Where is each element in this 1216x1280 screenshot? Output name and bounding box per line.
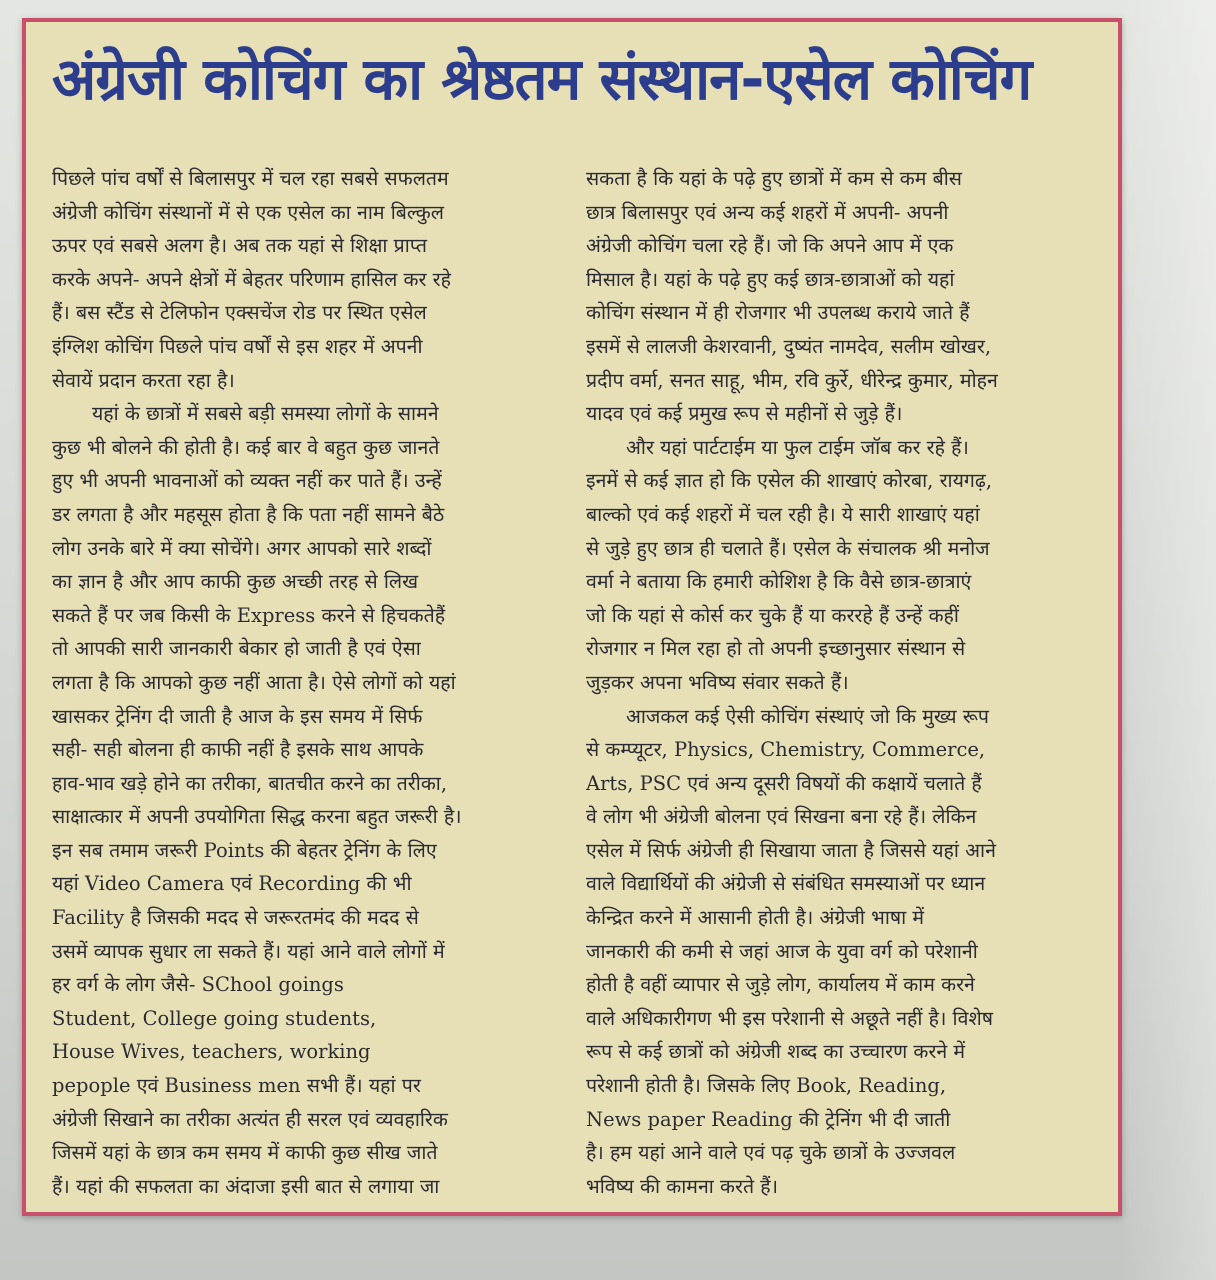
text-line: है। हम यहां आने वाले एवं पढ़ चुके छात्रों के उज्जवल: [586, 1141, 956, 1165]
text-line: वर्मा ने बताया कि हमारी कोशिश है कि वैसे छात्र-छात्राएं: [586, 570, 972, 594]
text-line: हैं। बस स्टैंड से टेलिफोन एक्सचेंज रोड पर स्थित एसेल: [52, 301, 427, 325]
text-line: उसमें व्यापक सुधार ला सकते हैं। यहां आने वाले लोगों में: [52, 939, 445, 963]
text-line: House Wives, teachers, working: [52, 1040, 371, 1064]
text-line: का ज्ञान है और आप काफी कुछ अच्छी तरह से लिख: [52, 570, 419, 594]
newspaper-clipping: [22, 18, 1122, 1216]
text-line: Student, College going students,: [52, 1006, 377, 1030]
text-line: होती है वहीं व्यापार से जुड़े लोग, कार्यालय में काम करने: [586, 973, 975, 997]
text-line: तो आपकी सारी जानकारी बेकार हो जाती है एवं ऐसा: [52, 637, 421, 661]
text-line: पिछले पांच वर्षों से बिलासपुर में चल रहा सबसे सफलतम: [52, 167, 449, 190]
headline: अंग्रेजी कोचिंग का श्रेष्ठतम संस्थान-एसेल कोचिंग: [52, 46, 1032, 113]
right-column: [586, 162, 1106, 1203]
text-line: हुए भी अपनी भावनाओं को व्यक्त नहीं कर पाते हैं। उन्हें: [52, 469, 442, 493]
text-line: ऊपर एवं सबसे अलग है। अब तक यहां से शिक्षा प्राप्त: [52, 234, 427, 258]
text-line: बाल्को एवं कई शहरों में चल रही है। ये सारी शाखाएं यहां: [586, 502, 980, 526]
text-line: वे लोग भी अंग्रेजी बोलना एवं सिखना बना रहे हैं। लेकिन: [586, 805, 977, 829]
text-line: रूप से कई छात्रों को अंग्रेजी शब्द का उच्चारण करने में: [586, 1040, 966, 1064]
text-line: अंग्रेजी सिखाने का तरीका अत्यंत ही सरल एवं व्यवहारिक: [52, 1107, 448, 1131]
text-line: अंग्रेजी कोचिंग चला रहे हैं। जो कि अपने आप में एक: [586, 234, 954, 258]
text-line: लगता है कि आपको कुछ नहीं आता है। ऐसे लोगों को यहां: [52, 670, 456, 694]
text-line: Arts, PSC एवं अन्य दूसरी विषयों की कक्षायें चलाते हैं: [586, 771, 982, 795]
text-line: सकते हैं पर जब किसी के Express करने से हिचकतेहैं: [52, 603, 446, 627]
light-glare: [1121, 0, 1216, 1280]
text-line: प्रदीप वर्मा, सनत साहू, भीम, रवि कुर्रे, धीरेन्द्र कुमार, मोहन: [586, 368, 998, 392]
text-line: हैं। यहां की सफलता का अंदाजा इसी बात से लगाया जा: [52, 1174, 440, 1198]
left-column: [52, 162, 572, 1203]
text-line: वाले विद्यार्थियों की अंग्रेजी से संबंधित समस्याओं पर ध्यान: [586, 872, 986, 896]
text-line: मिसाल है। यहां के पढ़े हुए कई छात्र-छात्राओं को यहां: [586, 267, 955, 291]
text-line: परेशानी होती है। जिसके लिए Book, Reading,: [586, 1074, 947, 1098]
text-line: इंग्लिश कोचिंग पिछले पांच वर्षों से इस शहर में अपनी: [52, 334, 423, 358]
text-line: यहां के छात्रों में सबसे बड़ी समस्या लोगों के सामने: [92, 402, 439, 426]
text-line: इन सब तमाम जरूरी Points की बेहतर ट्रेनिंग के लिए: [52, 838, 437, 862]
text-line: डर लगता है और महसूस होता है कि पता नहीं सामने बैठे: [52, 502, 445, 526]
text-line: सेवायें प्रदान करता रहा है।: [52, 368, 235, 392]
text-line: जानकारी की कमी से जहां आज के युवा वर्ग को परेशानी: [586, 939, 978, 963]
text-line: वाले अधिकारीगण भी इस परेशानी से अछूते नहीं है। विशेष: [586, 1006, 993, 1030]
text-line: और यहां पार्टटाईम या फुल टाईम जॉब कर रहे हैं।: [626, 435, 969, 459]
text-line: हाव-भाव खड़े होने का तरीका, बातचीत करने का तरीका,: [52, 771, 448, 795]
text-line: रोजगार न मिल रहा हो तो अपनी इच्छानुसार संस्थान से: [586, 637, 966, 661]
text-line: से जुड़े हुए छात्र ही चलाते हैं। एसेल के संचालक श्री मनोज: [586, 536, 990, 560]
text-line: इनमें से कई ज्ञात हो कि एसेल की शाखाएं कोरबा, रायगढ़,: [586, 469, 993, 493]
text-line: यहां Video Camera एवं Recording की भी: [52, 872, 412, 896]
text-line: एसेल में सिर्फ अंग्रेजी ही सिखाया जाता है जिससे यहां आने: [586, 838, 996, 862]
text-line: जिसमें यहां के छात्र कम समय में काफी कुछ सीख जाते: [52, 1141, 438, 1165]
text-line: जो कि यहां से कोर्स कर चुके हैं या कररहे हैं उन्हें कहीं: [586, 603, 959, 627]
text-line: कुछ भी बोलने की होती है। कई बार वे बहुत कुछ जानते: [52, 435, 440, 459]
text-line: आजकल कई ऐसी कोचिंग संस्थाएं जो कि मुख्य रूप: [626, 704, 990, 728]
text-line: सही- सही बोलना ही काफी नहीं है इसके साथ आपके: [52, 738, 424, 762]
text-line: इसमें से लालजी केशरवानी, दुष्यंत नामदेव, सलीम खोखर,: [586, 334, 992, 358]
text-line: केन्द्रित करने में आसानी होती है। अंग्रेजी भाषा में: [586, 906, 925, 930]
text-line: सकता है कि यहां के पढ़े हुए छात्रों में कम से कम बीस: [586, 167, 962, 190]
text-line: लोग उनके बारे में क्या सोचेंगे। अगर आपको सारे शब्दों: [52, 536, 432, 560]
text-line: से कम्प्यूटर, Physics, Chemistry, Commerce,: [586, 738, 986, 762]
text-line: खासकर ट्रेनिंग दी जाती है आज के इस समय में सिर्फ: [52, 704, 423, 728]
text-line: अंग्रेजी कोचिंग संस्थानों में से एक एसेल का नाम बिल्कुल: [52, 200, 444, 224]
text-line: Facility है जिसकी मदद से जरूरतमंद की मदद से: [52, 906, 419, 930]
text-line: News paper Reading की ट्रेनिंग भी दी जाती: [586, 1107, 951, 1131]
text-line: हर वर्ग के लोग जैसे- SChool goings: [52, 973, 344, 997]
text-line: जुड़कर अपना भविष्य संवार सकते हैं।: [586, 670, 849, 694]
text-line: भविष्य की कामना करते हैं।: [586, 1174, 779, 1198]
text-line: यादव एवं कई प्रमुख रूप से महीनों से जुड़े हैं।: [586, 402, 903, 426]
text-line: करके अपने- अपने क्षेत्रों में बेहतर परिणाम हासिल कर रहे: [52, 267, 451, 291]
text-line: pepople एवं Business men सभी हैं। यहां पर: [52, 1074, 421, 1098]
text-line: साक्षात्कार में अपनी उपयोगिता सिद्ध करना बहुत जरूरी है।: [52, 805, 462, 829]
text-line: कोचिंग संस्थान में ही रोजगार भी उपलब्ध कराये जाते हैं: [586, 301, 970, 325]
text-line: छात्र बिलासपुर एवं अन्य कई शहरों में अपनी- अपनी: [586, 200, 949, 224]
